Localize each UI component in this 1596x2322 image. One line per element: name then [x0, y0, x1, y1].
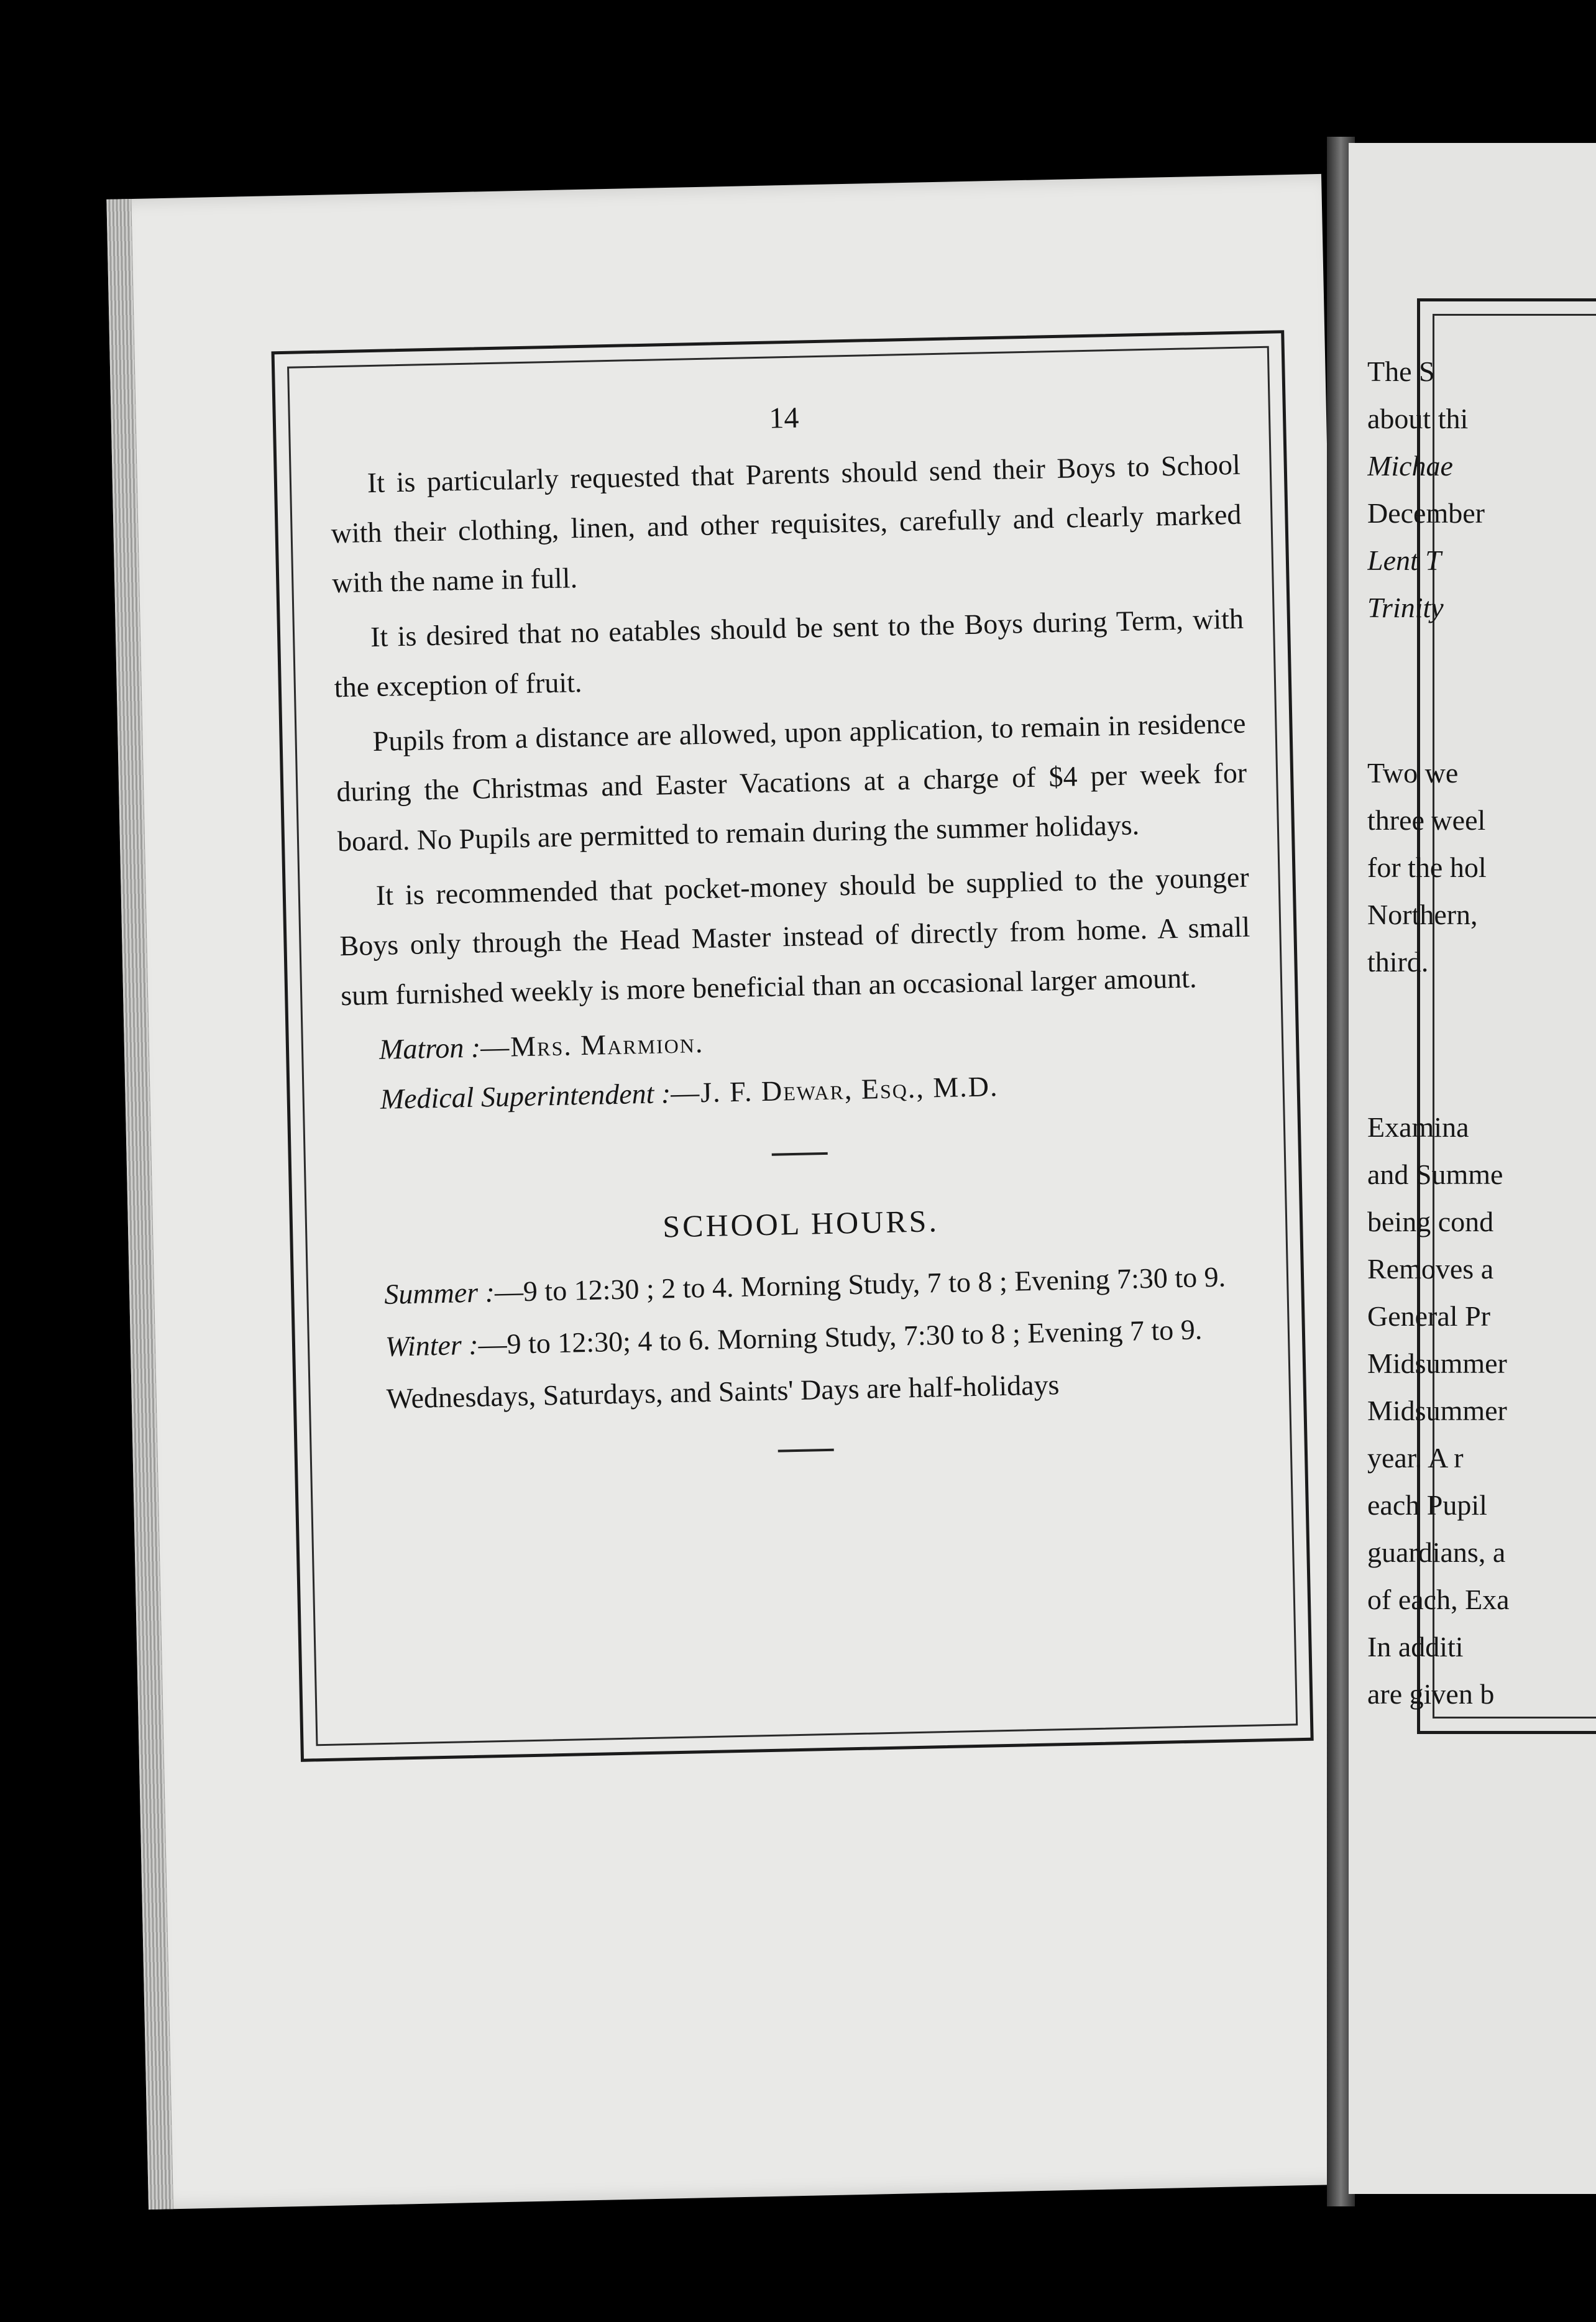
right-line: of each, Exa	[1367, 1584, 1510, 1615]
right-line: being cond	[1367, 1206, 1494, 1237]
right-line: for the hol	[1367, 851, 1487, 883]
right-line: The S	[1367, 356, 1435, 387]
matron-name: —Mrs. Marmion.	[480, 1027, 704, 1063]
page-content	[328, 384, 1260, 1461]
page-border-outer	[272, 330, 1314, 1762]
half-holidays: Wednesdays, Saturdays, and Saints' Days are half-holidays	[386, 1369, 1060, 1415]
left-page	[106, 174, 1363, 2210]
right-line: three weel	[1367, 804, 1486, 836]
right-line: about thi	[1367, 403, 1469, 434]
right-line: year. A r	[1367, 1442, 1464, 1474]
right-line: Midsummer	[1367, 1395, 1507, 1426]
paragraph-eatables: It is desired that no eatables should be sent to the Boys during Term, with the exception of fruit.	[334, 602, 1244, 704]
summer-text: —9 to 12:30 ; 2 to 4. Morning Study, 7 to 8 ; Evening 7:30 to 9.	[494, 1260, 1226, 1308]
section-divider	[771, 1152, 827, 1156]
paragraph-pocket-money: It is recommended that pocket-money should be supplied to the younger Boys only through the Head Master instead of directly from home. A small sum furnished weekly is more beneficial than an occasional larger amount.	[339, 861, 1250, 1012]
right-page	[1349, 143, 1596, 2194]
spacer	[1367, 242, 1596, 348]
right-line: Midsummer	[1367, 1347, 1507, 1379]
spacer	[1367, 986, 1596, 1104]
right-line: each Pupil	[1367, 1489, 1487, 1521]
page-number: 14	[768, 401, 799, 435]
right-line: are given b	[1367, 1678, 1495, 1710]
section-title: SCHOOL HOURS.	[662, 1203, 940, 1244]
paragraph-residence: Pupils from a distance are allowed, upon application, to remain in residence during the Christmas and Easter Vacations at a charge of $4 per week for board. No Pupils are permitted to remain during the summer holidays.	[336, 707, 1247, 858]
page-edge	[106, 199, 173, 2210]
right-line: Michae	[1367, 450, 1453, 482]
right-line: and Summe	[1367, 1159, 1503, 1190]
summer-label: Summer :	[383, 1276, 495, 1310]
winter-label: Winter :	[385, 1328, 479, 1362]
right-line: In additi	[1367, 1631, 1464, 1663]
winter-text: —9 to 12:30; 4 to 6. Morning Study, 7:30 to 8 ; Evening 7 to 9.	[478, 1313, 1203, 1361]
right-line: General Pr	[1367, 1300, 1490, 1332]
medical-label: Medical Superintendent :	[380, 1077, 671, 1115]
right-line: Two we	[1367, 757, 1459, 789]
paragraph-clothing: It is particularly requested that Parents should send their Boys to School with their clothing, linen, and other requisites, carefully and clearly marked with the name in full.	[331, 448, 1242, 599]
right-line: Examina	[1367, 1111, 1469, 1143]
right-line: guardians, a	[1367, 1536, 1506, 1568]
medical-name: —J. F. Dewar, Esq., M.D.	[670, 1070, 999, 1109]
right-page-text	[1367, 242, 1596, 1718]
right-line: third.	[1367, 946, 1429, 978]
spacer	[1367, 631, 1596, 750]
matron-label: Matron :	[378, 1031, 481, 1065]
right-line: Trinity	[1367, 592, 1444, 623]
right-line: December	[1367, 497, 1485, 529]
right-line: Lent T	[1367, 544, 1441, 576]
right-line: Northern,	[1367, 899, 1478, 930]
right-line: Removes a	[1367, 1253, 1494, 1285]
